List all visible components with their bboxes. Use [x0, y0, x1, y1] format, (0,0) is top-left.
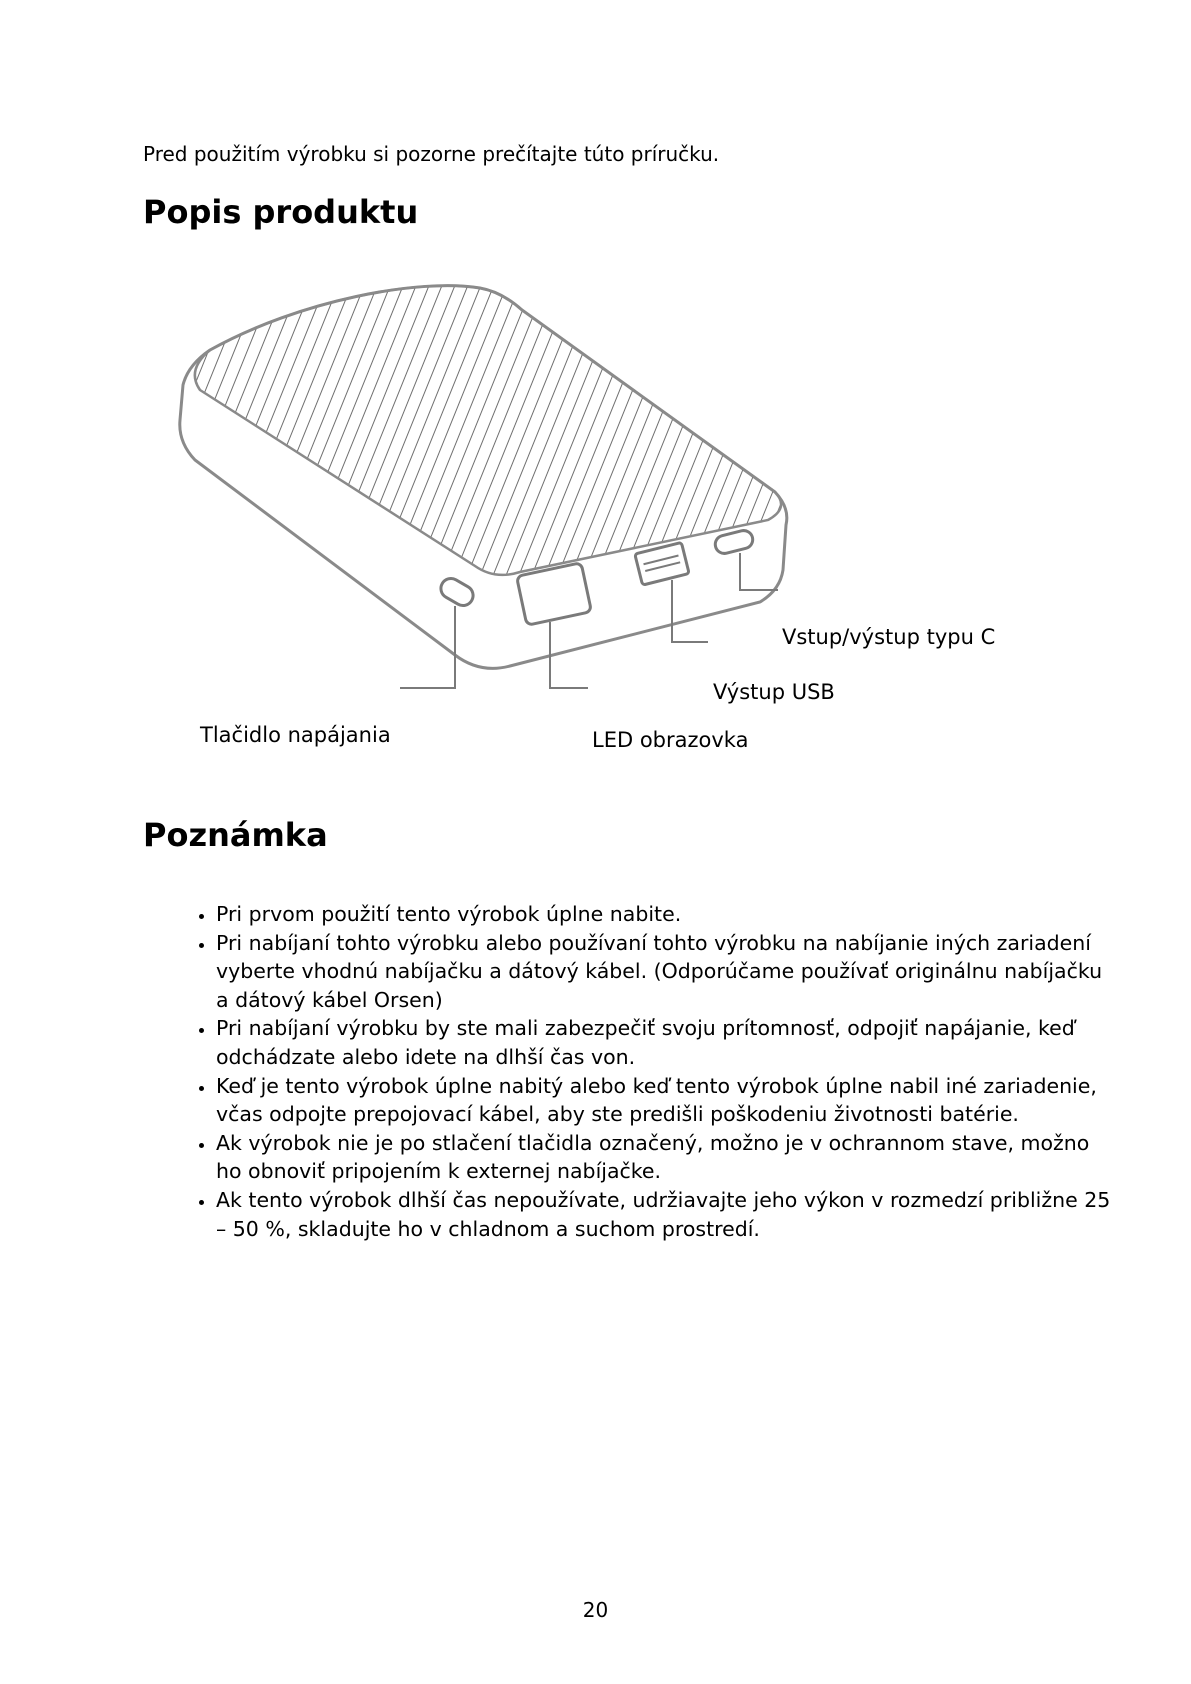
section-title-product: Popis produktu — [143, 193, 419, 231]
list-item: • Pri prvom použití tento výrobok úplne nabite. — [216, 900, 1116, 929]
section-title-note: Poznámka — [143, 816, 328, 854]
list-item: • Pri nabíjaní tohto výrobku alebo používaní tohto výrobku na nabíjanie iných zariadení vyberte vhodnú nabíjačku a dátový kábel. (Odporúčame používať originálnu nabíjačku a dátový kábel Orsen) — [216, 929, 1116, 1015]
label-usb-output: Výstup USB — [713, 680, 835, 704]
note-list — [172, 900, 1116, 1243]
page-number: 20 — [582, 1598, 609, 1622]
power-bank-illustration — [150, 270, 1070, 770]
label-led-display: LED obrazovka — [592, 728, 749, 752]
intro-text: Pred použitím výrobku si pozorne prečítajte túto príručku. — [143, 142, 720, 166]
list-item: • Keď je tento výrobok úplne nabitý alebo keď tento výrobok úplne nabil iné zariadenie, včas odpojte prepojovací kábel, aby ste predišli poškodeniu životnosti batérie. — [216, 1072, 1116, 1129]
label-usb-c: Vstup/výstup typu C — [782, 625, 996, 649]
list-item: • Ak tento výrobok dlhší čas nepoužívate, udržiavajte jeho výkon v rozmedzí približne 25 – 50 %, skladujte ho v chladnom a suchom prostredí. — [216, 1186, 1116, 1243]
list-item: • Pri nabíjaní výrobku by ste mali zabezpečiť svoju prítomnosť, odpojiť napájanie, keď odchádzate alebo idete na dlhší čas von. — [216, 1014, 1116, 1071]
list-item: • Ak výrobok nie je po stlačení tlačidla označený, možno je v ochrannom stave, možno ho obnoviť pripojením k externej nabíjačke. — [216, 1129, 1116, 1186]
label-power-button: Tlačidlo napájania — [200, 723, 391, 747]
product-diagram — [150, 270, 1070, 770]
